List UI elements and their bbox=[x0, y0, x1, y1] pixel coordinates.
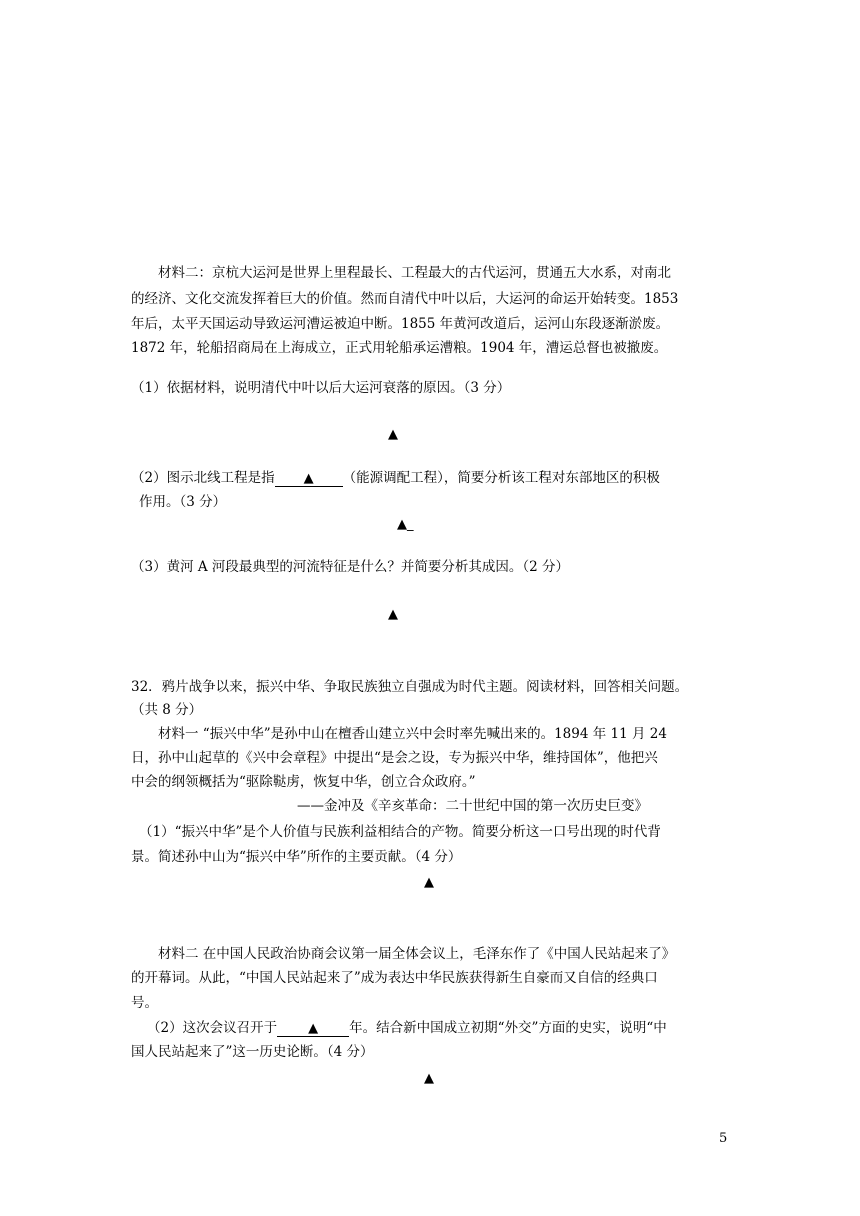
paragraph-line: 材料二 在中国人民政治协商会议第一届全体会议上，毛泽东作了《中国人民站起来了》 bbox=[158, 946, 676, 962]
question-2 bbox=[131, 472, 660, 487]
paragraph-line: 年后，太平天国运动导致运河漕运被迫中断。1855 年黄河改道后，运河山东段逐渐淤废。 bbox=[131, 316, 670, 332]
sub-question-2 bbox=[147, 1022, 667, 1037]
sub-question-2-line2: 国人民站起来了”这一历史论断。（4 分） bbox=[131, 1044, 374, 1060]
sub-question-2-suffix: 年。结合新中国成立初期“外交”方面的史实，说明“中 bbox=[349, 1020, 667, 1036]
question-2-line2: 作用。（3 分） bbox=[139, 494, 227, 510]
answer-mark-triangle: ▲ bbox=[388, 607, 398, 622]
paragraph-line: 1872 年，轮船招商局在上海成立，正式用轮船承运漕粮。1904 年，漕运总督也被撤废。 bbox=[131, 340, 668, 356]
question-32-score: （共 8 分） bbox=[131, 702, 203, 718]
answer-mark-triangle: ▲ bbox=[308, 1021, 319, 1036]
question-1: （1）依据材料，说明清代中叶以后大运河衰落的原因。（3 分） bbox=[131, 380, 511, 396]
paragraph-line: 的经济、文化交流发挥着巨大的价值。然而自清代中叶以后，大运河的命运开始转变。1853 bbox=[131, 291, 679, 307]
paragraph-line: 号。 bbox=[131, 995, 158, 1011]
question-32-stem: 32．鸦片战争以来，振兴中华、争取民族独立自强成为时代主题。阅读材料，回答相关问题。 bbox=[131, 679, 689, 695]
answer-mark-triangle: ▲ bbox=[303, 471, 314, 486]
paragraph-line: 的开幕词。从此，“中国人民站起来了”成为表达中华民族获得新生自豪而又自信的经典口 bbox=[131, 970, 658, 986]
paragraph-line: 材料一 “振兴中华”是孙中山在檀香山建立兴中会时率先喊出来的。1894 年 11 月 24 bbox=[158, 726, 667, 742]
question-3: （3）黄河 A 河段最典型的河流特征是什么？并简要分析其成因。（2 分） bbox=[131, 559, 570, 575]
answer-mark-triangle: ▲ bbox=[388, 427, 398, 442]
paragraph-line: 中会的纲领概括为“驱除鞑虏，恢复中华，创立合众政府。” bbox=[131, 774, 476, 790]
fill-in-blank[interactable] bbox=[275, 472, 343, 487]
answer-mark-triangle: ▲ bbox=[424, 1071, 434, 1086]
question-2-suffix: （能源调配工程），简要分析该工程对东部地区的积极 bbox=[342, 470, 660, 486]
source-citation: ——金冲及《辛亥革命：二十世纪中国的第一次历史巨变》 bbox=[297, 798, 648, 814]
question-2-prefix: （2）图示北线工程是指 bbox=[131, 470, 275, 486]
paragraph-line: 日，孙中山起草的《兴中会章程》中提出“是会之设，专为振兴中华，维持国体”，他把兴 bbox=[131, 750, 658, 766]
answer-mark-triangle: ▲_ bbox=[397, 517, 414, 532]
sub-question-2-prefix: （2）这次会议召开于 bbox=[147, 1020, 278, 1036]
sub-question-1-line2: 景。简述孙中山为“振兴中华”所作的主要贡献。（4 分） bbox=[131, 849, 462, 865]
fill-in-blank[interactable] bbox=[277, 1022, 349, 1037]
page-number: 5 bbox=[719, 1131, 728, 1146]
sub-question-1: （1）“振兴中华”是个人价值与民族利益相结合的产物。简要分析这一口号出现的时代背 bbox=[139, 824, 661, 840]
paragraph-line: 材料二：京杭大运河是世界上里程最长、工程最大的古代运河，贯通五大水系，对南北 bbox=[158, 265, 671, 281]
answer-mark-triangle: ▲ bbox=[424, 875, 434, 890]
